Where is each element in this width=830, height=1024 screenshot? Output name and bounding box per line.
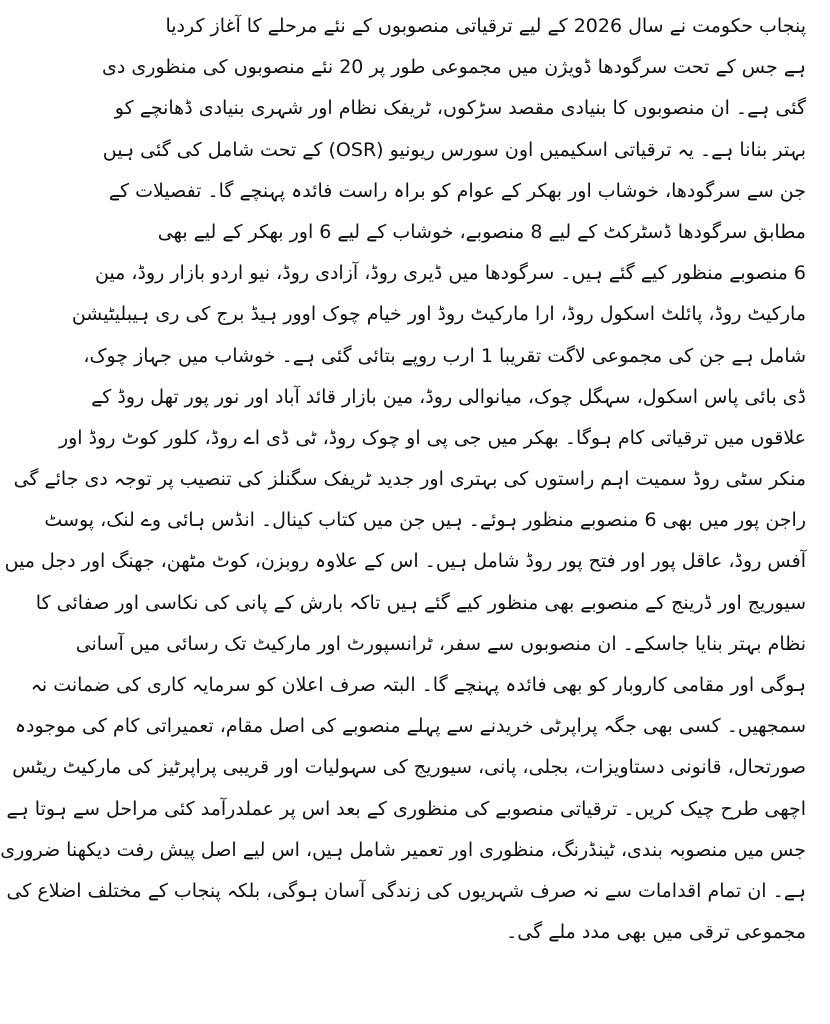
article-line-18: سمجھیں۔ کسی بھی جگہ پراپرٹی خریدنے سے پہلے منصوبے کی اصل مقام، تعمیراتی کام کی موجودہ: [14, 715, 806, 738]
article-line-9: شامل ہے جن کی مجموعی لاگت تقریبا 1 ارب روپے بتائی گئی ہے۔ خوشاب میں جہاز چوک،: [83, 344, 806, 367]
article-line-4: بہتر بنانا ہے۔ یہ ترقیاتی اسکیمیں اون سورس ریونیو (OSR) کے تحت شامل کی گئی ہیں: [102, 138, 806, 161]
article-line-10: ڈی بائی پاس اسکول، سہگل چوک، میانوالی روڈ، مین بازار قائد آباد اور نور پور تھل روڈ کے: [91, 385, 806, 408]
article-line-1: پنجاب حکومت نے سال 2026 کے لیے ترقیاتی منصوبوں کے نئے مرحلے کا آغاز کردیا: [165, 15, 806, 37]
article-line-13: راجن پور میں بھی 6 منصوبے منظور ہوئے۔ ہیں جن میں کتاب کینال۔ انڈس ہائی وے لنک، پوسٹ: [44, 509, 806, 532]
article-line-5: جن سے سرگودھا، خوشاب اور بھکر کے عوام کو براہ راست فائدہ پہنچے گا۔ تفصیلات کے: [108, 179, 806, 202]
article-line-16: نظام بہتر بنایا جاسکے۔ ان منصوبوں سے سفر، ٹرانسپورٹ اور مارکیٹ تک رسائی میں آسانی: [75, 632, 806, 655]
article-line-15: سیوریج اور ڈرینج کے منصوبے بھی منظور کیے گئے ہیں تاکہ بارش کے پانی کی نکاسی اور صفائی کا: [35, 591, 806, 614]
article-line-6: مطابق سرگودھا ڈسٹرکٹ کے لیے 8 منصوبے، خوشاب کے لیے 6 اور بھکر کے لیے بھی: [157, 220, 806, 243]
article-line-12: منکر سٹی روڈ سمیت اہم راستوں کی بہتری اور جدید ٹریفک سگنلز کی تنصیب پر توجہ دی جائے گی: [13, 468, 806, 491]
article-line-3: گئی ہے۔ ان منصوبوں کا بنیادی مقصد سڑکوں، ٹریفک نظام اور شہری بنیادی ڈھانچے کو: [114, 97, 806, 120]
article-line-20: اچھی طرح چیک کریں۔ ترقیاتی منصوبے کی منظوری کے بعد اس پر عملدرآمد کئی مراحل سے ہوتا ہے: [6, 797, 806, 820]
article-line-7: 6 منصوبے منظور کیے گئے ہیں۔ سرگودھا میں ڈیری روڈ، آزادی روڈ، نیو اردو بازار روڈ، مین: [94, 262, 806, 285]
article-line-17: ہوگی اور مقامی کاروبار کو بھی فائدہ پہنچے گا۔ البتہ صرف اعلان کو سرمایہ کاری کی ضمانت نہ: [30, 674, 806, 696]
article-line-8: مارکیٹ روڈ، پائلٹ اسکول روڈ، ارا مارکیٹ روڈ اور خیام چوک اوور ہیڈ برج کی ری ہیبلیٹیشن: [71, 303, 806, 326]
article-line-22: ہے۔ ان تمام اقدامات سے نہ صرف شہریوں کی زندگی آسان ہوگی، بلکہ پنجاب کے مختلف اضلاع کی: [6, 879, 806, 902]
article-line-21: جس میں منصوبہ بندی، ٹینڈرنگ، منظوری اور تعمیر شامل ہیں، اس لیے اصل پیش رفت دیکھنا ضروری: [0, 838, 806, 861]
article-line-14: آفس روڈ، عاقل پور اور فتح پور روڈ شامل ہیں۔ اس کے علاوہ روبزن، کوٹ مٹھن، جھنگ اور دجل میں: [4, 550, 806, 573]
article-line-19: صورتحال، قانونی دستاویزات، بجلی، پانی، سیوریج کی سہولیات اور قریبی پراپرٹیز کی مارکیٹ ریٹس: [12, 756, 806, 779]
article-line-23: مجموعی ترقی میں بھی مدد ملے گی۔: [506, 921, 806, 944]
article-line-2: ہے جس کے تحت سرگودھا ڈویژن میں مجموعی طور پر 20 نئے منصوبوں کی منظوری دی: [102, 56, 806, 79]
article-line-11: علاقوں میں ترقیاتی کام ہوگا۔ بھکر میں جی پی او چوک روڈ، ٹی ڈی اے روڈ، کلور کوٹ روڈ اور: [58, 426, 806, 449]
